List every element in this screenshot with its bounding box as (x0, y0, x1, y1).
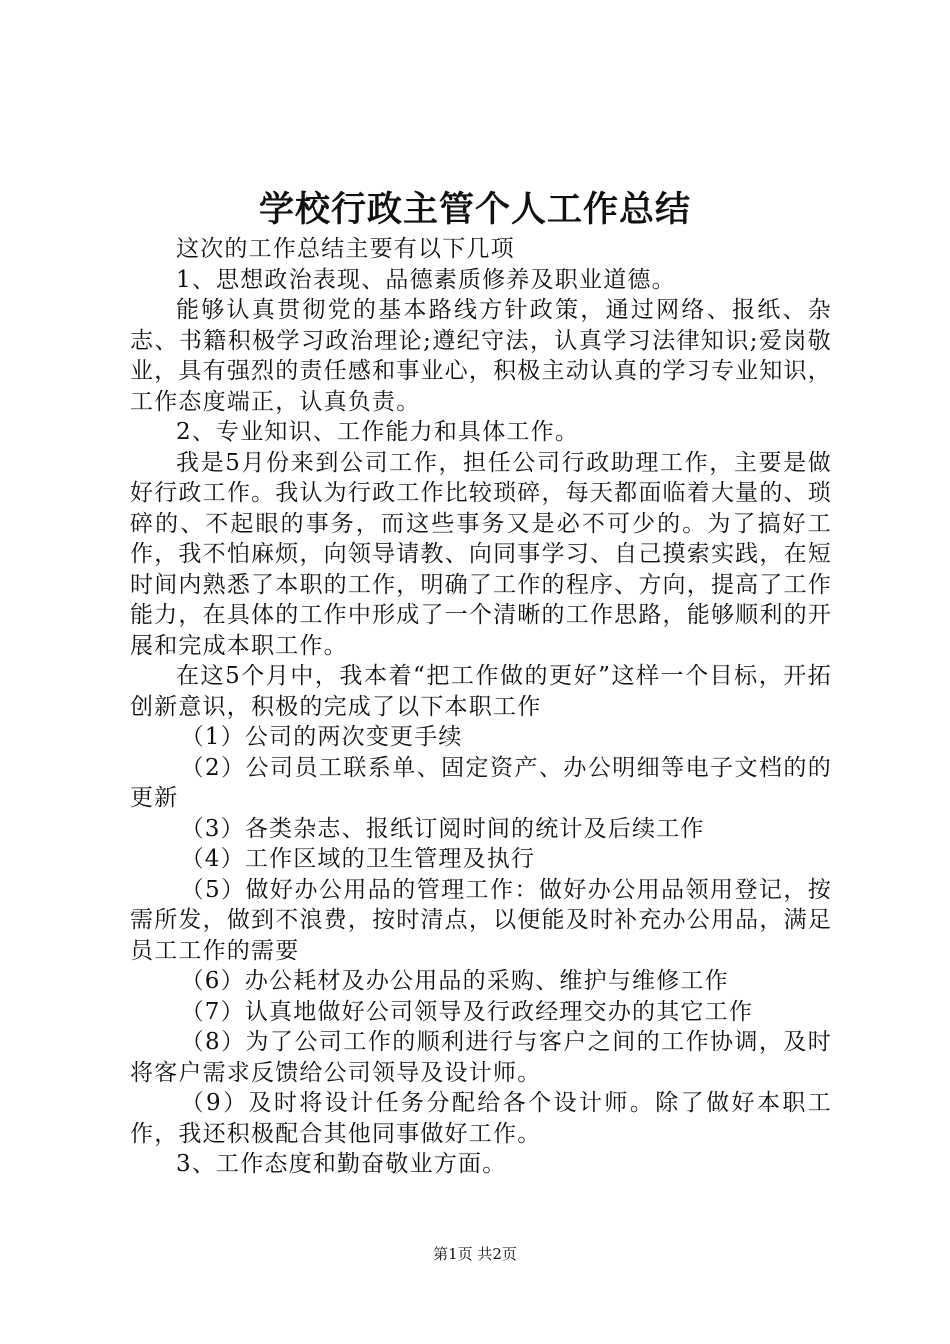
document-body (130, 234, 832, 1180)
section-2-paragraph: 我是5月份来到公司工作，担任公司行政助理工作，主要是做好行政工作。我认为行政工作比较琐碎，每天都面临着大量的、琐碎的、不起眼的事务，而这些事务又是必不可少的。为了搞好工作，我不怕麻烦，向领导请教、向同事学习、自己摸索实践，在短时间内熟悉了本职的工作，明确了工作的程序、方向，提高了工作能力，在具体的工作中形成了一个清晰的工作思路，能够顺利的开展和完成本职工作。 (130, 449, 832, 659)
section-1-paragraph: 能够认真贯彻党的基本路线方针政策，通过网络、报纸、杂志、书籍积极学习政治理论;遵纪守法，认真学习法律知识;爱岗敬业，具有强烈的责任感和事业心，积极主动认真的学习专业知识，工作态度端正，认真负责。 (130, 297, 832, 415)
document-title: 学校行政主管个人工作总结 (258, 189, 691, 230)
list-item-7: （7）认真地做好公司领导及行政经理交办的其它工作 (180, 998, 754, 1025)
section-heading-2: 2、专业知识、工作能力和具体工作。 (176, 419, 580, 445)
list-item-6: （6）办公耗材及办公用品的采购、维护与维修工作 (180, 968, 729, 994)
page-number: 第1页 共2页 (433, 1245, 517, 1263)
list-item-9: （9）及时将设计任务分配给各个设计师。除了做好本职工作，我还积极配合其他同事做好工作。 (130, 1090, 832, 1147)
section-heading-3: 3、工作态度和勤奋敬业方面。 (176, 1151, 507, 1177)
list-item-8: （8）为了公司工作的顺利进行与客户之间的工作协调，及时将客户需求反馈给公司领导及设计师。 (130, 1029, 832, 1086)
list-item-2: （2）公司员工联系单、固定资产、办公明细等电子文档的的更新 (130, 754, 832, 811)
section-heading-1: 1、思想政治表现、品德素质修养及职业道德。 (176, 266, 676, 293)
list-item-1: （1）公司的两次变更手续 (180, 724, 463, 750)
intro-paragraph: 这次的工作总结主要有以下几项 (176, 236, 515, 262)
section-2-paragraph-2: 在这5个月中，我本着“把工作做的更好”这样一个目标，开拓创新意识，积极的完成了以下本职工作 (130, 663, 832, 720)
list-item-5: （5）做好办公用品的管理工作：做好办公用品领用登记，按需所发，做到不浪费，按时清点，以便能及时补充办公用品，满足员工工作的需要 (130, 876, 832, 964)
list-item-3: （3）各类杂志、报纸订阅时间的统计及后续工作 (180, 815, 705, 842)
list-item-4: （4）工作区域的卫生管理及执行 (180, 846, 536, 872)
